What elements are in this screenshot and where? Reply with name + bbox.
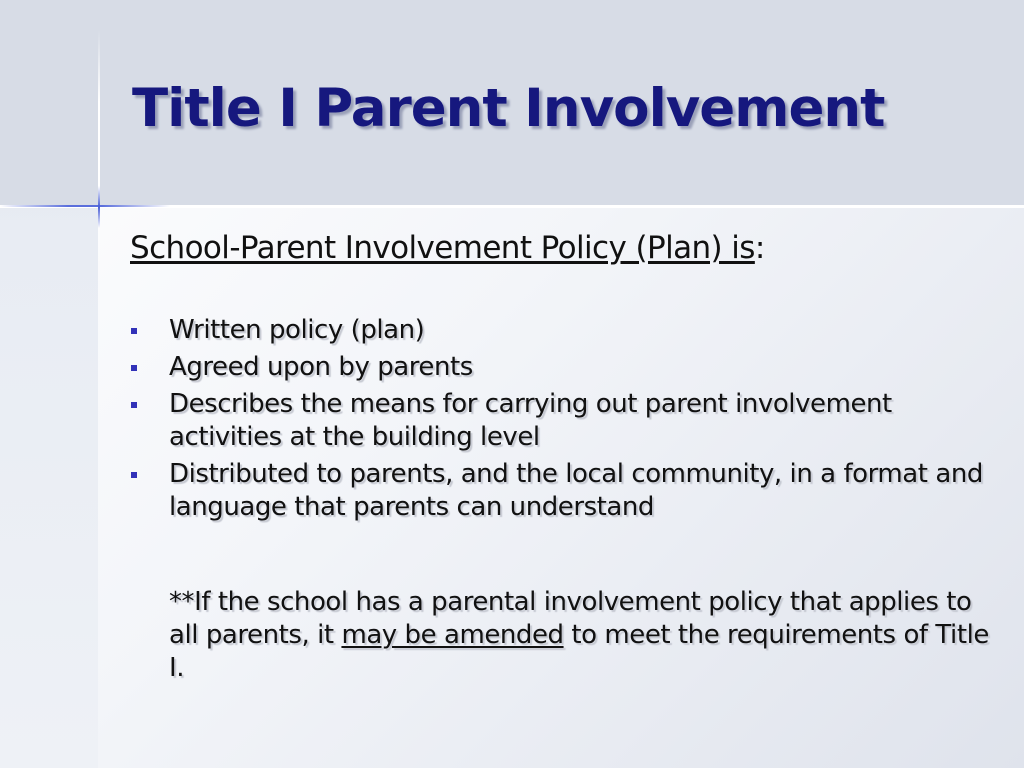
decorative-vertical-line bbox=[98, 30, 100, 270]
bullet-item bbox=[130, 351, 1000, 384]
square-bullet-icon bbox=[131, 472, 137, 478]
bullet-item bbox=[130, 314, 1000, 347]
bullet-item bbox=[130, 388, 1000, 454]
slide-title: Title I Parent Involvement bbox=[132, 78, 885, 139]
square-bullet-icon bbox=[131, 365, 137, 371]
bullet-text: Written policy (plan) bbox=[169, 315, 425, 345]
amendment-note bbox=[169, 586, 999, 685]
note-text-after: to meet the requirements of Title I. bbox=[169, 620, 989, 683]
bullet-text: Describes the means for carrying out parent involvement activities at the building level bbox=[169, 389, 892, 452]
policy-bullet-list bbox=[130, 314, 1000, 528]
bullet-item bbox=[130, 458, 1000, 524]
bullet-text: Agreed upon by parents bbox=[169, 352, 473, 382]
square-bullet-icon bbox=[131, 402, 137, 408]
square-bullet-icon bbox=[131, 328, 137, 334]
decorative-cross-accent bbox=[98, 186, 100, 228]
note-underlined-text: may be amended bbox=[341, 620, 564, 650]
policy-subheading-colon: : bbox=[754, 230, 765, 266]
bullet-text: Distributed to parents, and the local community, in a format and language that parents can understand bbox=[169, 459, 983, 522]
policy-subheading bbox=[130, 230, 765, 266]
note-text-before: **If the school has a parental involvement policy that applies to all parents, it bbox=[169, 587, 972, 650]
decorative-horizontal-line bbox=[0, 205, 170, 207]
policy-subheading-text: School-Parent Involvement Policy (Plan) is bbox=[130, 230, 755, 266]
